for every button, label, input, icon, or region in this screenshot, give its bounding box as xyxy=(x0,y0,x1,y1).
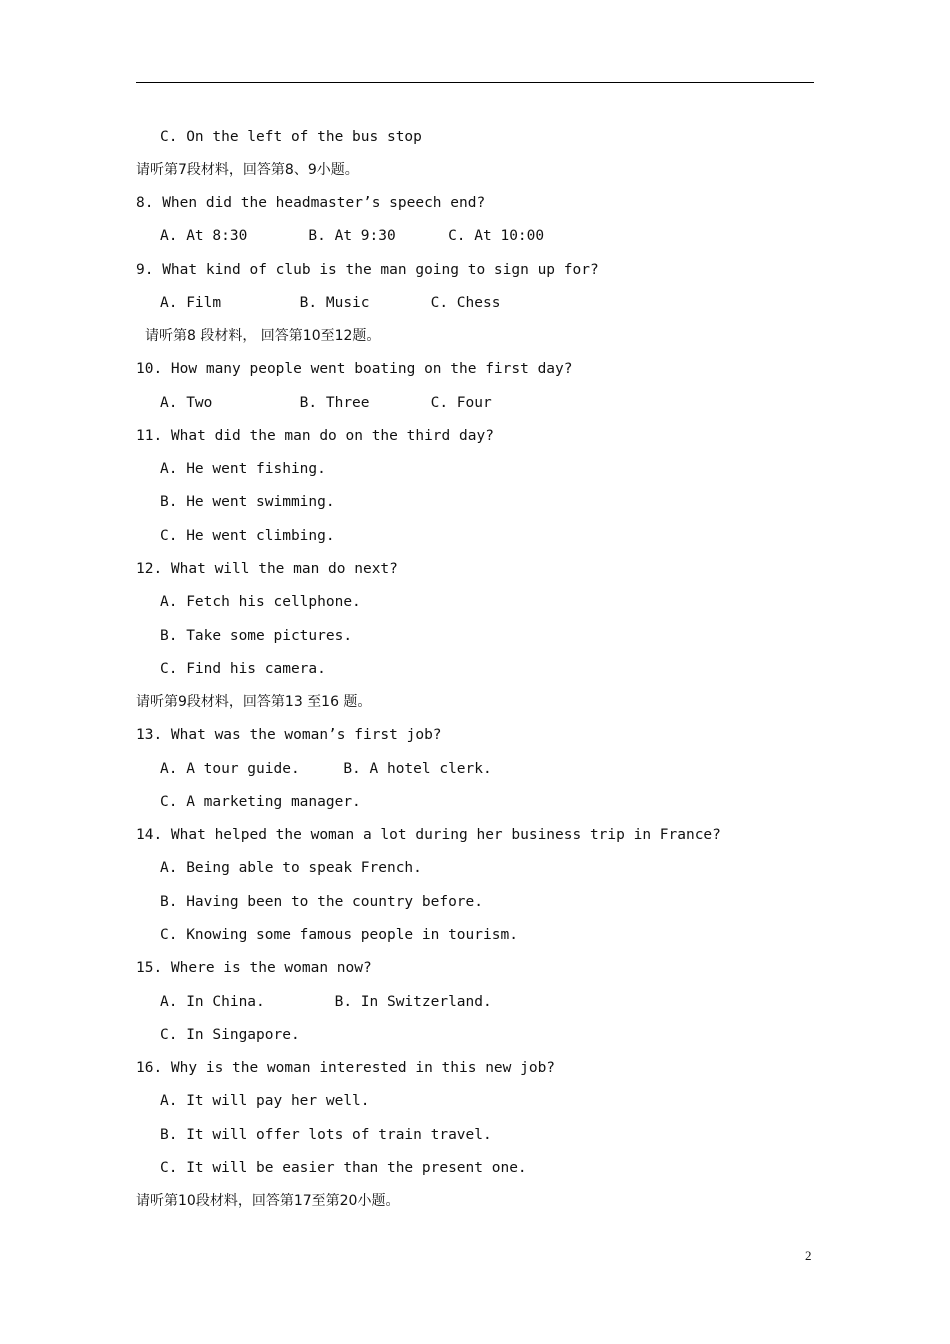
question-line: 10. How many people went boating on the first day? xyxy=(136,361,573,377)
option-line: A. Film B. Music C. Chess xyxy=(160,295,501,311)
option-line: B. Take some pictures. xyxy=(160,628,353,644)
option-line: A. In China. B. In Switzerland. xyxy=(160,994,492,1010)
option-line: A. Being able to speak French. xyxy=(160,860,422,876)
page-number: 2 xyxy=(805,1248,812,1263)
option-line: C. On the left of the bus stop xyxy=(160,129,422,145)
option-line: C. Knowing some famous people in tourism. xyxy=(160,927,518,943)
option-line: C. Find his camera. xyxy=(160,661,326,677)
option-line: A. It will pay her well. xyxy=(160,1093,370,1109)
option-line: B. It will offer lots of train travel. xyxy=(160,1127,492,1143)
question-line: 11. What did the man do on the third day? xyxy=(136,428,494,444)
question-line: 15. Where is the woman now? xyxy=(136,960,372,976)
question-line: 13. What was the woman’s first job? xyxy=(136,727,442,743)
header-rule xyxy=(136,82,814,83)
option-line: C. It will be easier than the present one. xyxy=(160,1160,527,1176)
option-line: C. A marketing manager. xyxy=(160,794,361,810)
option-line: B. He went swimming. xyxy=(160,494,335,510)
option-line: C. In Singapore. xyxy=(160,1027,300,1043)
option-line: A. Fetch his cellphone. xyxy=(160,594,361,610)
question-line: 8. When did the headmaster’s speech end? xyxy=(136,195,486,211)
section-instruction: 请听第10段材料，回答第17至第20小题。 xyxy=(136,1193,400,1209)
option-line: A. A tour guide. B. A hotel clerk. xyxy=(160,761,492,777)
option-line: A. Two B. Three C. Four xyxy=(160,395,492,411)
option-line: C. He went climbing. xyxy=(160,528,335,544)
section-instruction: 请听第7段材料，回答第8、9小题。 xyxy=(136,162,359,178)
option-line: A. He went fishing. xyxy=(160,461,326,477)
option-line: B. Having been to the country before. xyxy=(160,894,484,910)
question-line: 12. What will the man do next? xyxy=(136,561,398,577)
question-line: 9. What kind of club is the man going to sign up for? xyxy=(136,262,599,278)
question-line: 16. Why is the woman interested in this new job? xyxy=(136,1060,556,1076)
question-line: 14. What helped the woman a lot during her business trip in France? xyxy=(136,827,721,843)
option-line: A. At 8:30 B. At 9:30 C. At 10:00 xyxy=(160,228,545,244)
section-instruction: 请听第9段材料，回答第13 至16 题。 xyxy=(136,694,372,710)
section-instruction: 请听第8 段材料， 回答第10至12题。 xyxy=(145,328,381,344)
